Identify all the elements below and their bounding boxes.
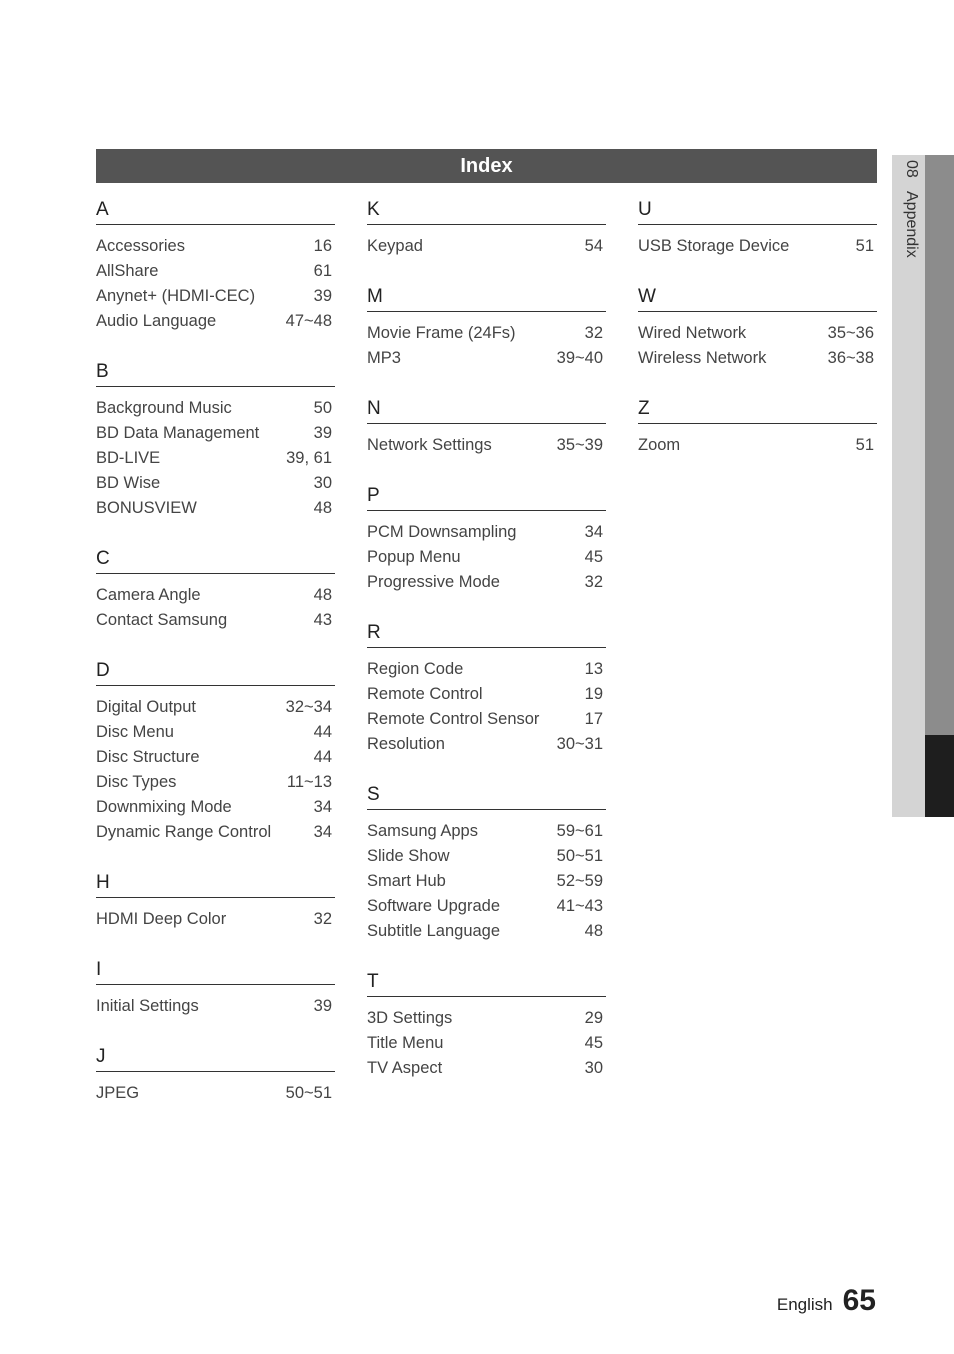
entry-term: Network Settings bbox=[367, 436, 492, 454]
entry-term: Remote Control bbox=[367, 685, 483, 703]
index-section bbox=[367, 285, 606, 371]
index-column-1 bbox=[96, 198, 335, 1132]
index-section bbox=[638, 198, 877, 259]
entry-term: BONUSVIEW bbox=[96, 499, 197, 517]
entry-term: Disc Structure bbox=[96, 748, 200, 766]
index-entry bbox=[96, 284, 335, 309]
entry-page: 50~51 bbox=[556, 847, 603, 865]
index-section bbox=[367, 783, 606, 944]
entry-term: AllShare bbox=[96, 262, 159, 280]
index-section bbox=[638, 285, 877, 371]
index-section bbox=[96, 360, 335, 521]
index-entry bbox=[96, 234, 335, 259]
entry-term: BD Wise bbox=[96, 474, 161, 492]
entry-page: 30 bbox=[584, 1059, 603, 1077]
entry-term: Remote Control Sensor bbox=[367, 710, 540, 728]
index-section bbox=[96, 871, 335, 932]
entry-page: 47~48 bbox=[285, 312, 332, 330]
section-letter: A bbox=[96, 198, 335, 225]
index-entry bbox=[96, 496, 335, 521]
index-section bbox=[96, 547, 335, 633]
index-entry bbox=[367, 682, 606, 707]
entry-page: 39 bbox=[313, 997, 332, 1015]
section-letter: D bbox=[96, 659, 335, 686]
index-entry bbox=[96, 745, 335, 770]
index-entry bbox=[367, 433, 606, 458]
entry-page: 51 bbox=[855, 436, 874, 454]
entry-page: 51 bbox=[855, 237, 874, 255]
entry-term: JPEG bbox=[96, 1084, 140, 1102]
index-entry bbox=[367, 707, 606, 732]
entry-term: 3D Settings bbox=[367, 1009, 453, 1027]
entry-page: 34 bbox=[313, 798, 332, 816]
index-entry bbox=[96, 820, 335, 845]
entry-term: Progressive Mode bbox=[367, 573, 500, 591]
side-tab-black-marker bbox=[925, 735, 954, 817]
section-letter: S bbox=[367, 783, 606, 810]
entry-term: Audio Language bbox=[96, 312, 217, 330]
entry-term: Wired Network bbox=[638, 324, 747, 342]
section-letter: P bbox=[367, 484, 606, 511]
entry-term: Region Code bbox=[367, 660, 464, 678]
entry-page: 50~51 bbox=[285, 1084, 332, 1102]
side-tab-grey-strip bbox=[925, 155, 954, 735]
index-section bbox=[367, 397, 606, 458]
entry-page: 45 bbox=[584, 548, 603, 566]
entry-term: Zoom bbox=[638, 436, 681, 454]
index-entry bbox=[367, 234, 606, 259]
entry-term: Keypad bbox=[367, 237, 423, 255]
entry-term: Initial Settings bbox=[96, 997, 199, 1015]
entry-page: 59~61 bbox=[556, 822, 603, 840]
entry-page: 30 bbox=[313, 474, 332, 492]
index-entry bbox=[367, 1006, 606, 1031]
index-section bbox=[96, 659, 335, 845]
index-entry bbox=[96, 421, 335, 446]
entry-page: 32 bbox=[584, 573, 603, 591]
entry-term: Smart Hub bbox=[367, 872, 446, 890]
entry-page: 48 bbox=[584, 922, 603, 940]
section-letter: I bbox=[96, 958, 335, 985]
section-letter: N bbox=[367, 397, 606, 424]
index-entry bbox=[96, 994, 335, 1019]
index-section bbox=[367, 198, 606, 259]
section-letter: R bbox=[367, 621, 606, 648]
entry-term: HDMI Deep Color bbox=[96, 910, 227, 928]
entry-page: 39~40 bbox=[556, 349, 603, 367]
index-section bbox=[96, 198, 335, 334]
entry-page: 39 bbox=[313, 424, 332, 442]
footer-language: English bbox=[776, 1295, 833, 1314]
index-entry bbox=[96, 471, 335, 496]
index-entry bbox=[96, 795, 335, 820]
entry-page: 17 bbox=[584, 710, 603, 728]
entry-page: 44 bbox=[313, 748, 332, 766]
entry-page: 34 bbox=[313, 823, 332, 841]
entry-page: 30~31 bbox=[556, 735, 603, 753]
entry-term: MP3 bbox=[367, 349, 401, 367]
entry-page: 32~34 bbox=[285, 698, 332, 716]
entry-term: Wireless Network bbox=[638, 349, 767, 367]
index-column-2 bbox=[367, 198, 606, 1107]
entry-page: 48 bbox=[313, 499, 332, 517]
page-footer bbox=[777, 1284, 876, 1318]
section-letter: T bbox=[367, 970, 606, 997]
index-entry bbox=[96, 720, 335, 745]
index-entry bbox=[367, 894, 606, 919]
section-letter: Z bbox=[638, 397, 877, 424]
entry-page: 61 bbox=[313, 262, 332, 280]
index-section bbox=[367, 621, 606, 757]
index-entry bbox=[96, 608, 335, 633]
index-entry bbox=[96, 770, 335, 795]
entry-page: 32 bbox=[313, 910, 332, 928]
index-title-bar bbox=[96, 149, 877, 183]
entry-term: Samsung Apps bbox=[367, 822, 478, 840]
entry-page: 16 bbox=[313, 237, 332, 255]
entry-page: 35~36 bbox=[827, 324, 874, 342]
index-entry bbox=[96, 695, 335, 720]
index-column-3 bbox=[638, 198, 877, 484]
side-tab-label bbox=[896, 160, 920, 360]
entry-page: 52~59 bbox=[556, 872, 603, 890]
entry-page: 44 bbox=[313, 723, 332, 741]
entry-term: Disc Menu bbox=[96, 723, 174, 741]
index-entry bbox=[96, 259, 335, 284]
entry-page: 48 bbox=[313, 586, 332, 604]
entry-term: Title Menu bbox=[367, 1034, 444, 1052]
entry-term: Digital Output bbox=[96, 698, 196, 716]
entry-page: 32 bbox=[584, 324, 603, 342]
entry-term: Contact Samsung bbox=[96, 611, 228, 629]
index-section bbox=[96, 958, 335, 1019]
index-entry bbox=[96, 583, 335, 608]
entry-term: Disc Types bbox=[96, 773, 177, 791]
page-title: Index bbox=[460, 155, 513, 177]
entry-page: 50 bbox=[313, 399, 332, 417]
index-entry bbox=[367, 657, 606, 682]
entry-term: BD Data Management bbox=[96, 424, 260, 442]
entry-term: Camera Angle bbox=[96, 586, 201, 604]
index-entry bbox=[367, 321, 606, 346]
index-entry bbox=[96, 907, 335, 932]
section-letter: U bbox=[638, 198, 877, 225]
index-entry bbox=[367, 732, 606, 757]
entry-term: USB Storage Device bbox=[638, 237, 790, 255]
section-letter: C bbox=[96, 547, 335, 574]
index-entry bbox=[367, 844, 606, 869]
entry-term: Software Upgrade bbox=[367, 897, 500, 915]
index-entry bbox=[638, 433, 877, 458]
index-entry bbox=[96, 446, 335, 471]
entry-term: Resolution bbox=[367, 735, 445, 753]
entry-term: Movie Frame (24Fs) bbox=[367, 324, 516, 342]
entry-term: Anynet+ (HDMI-CEC) bbox=[96, 287, 256, 305]
index-entry bbox=[367, 1031, 606, 1056]
section-letter: B bbox=[96, 360, 335, 387]
entry-term: Subtitle Language bbox=[367, 922, 501, 940]
entry-page: 43 bbox=[313, 611, 332, 629]
index-entry bbox=[638, 234, 877, 259]
section-letter: M bbox=[367, 285, 606, 312]
index-entry bbox=[367, 1056, 606, 1081]
entry-page: 11~13 bbox=[286, 773, 332, 791]
chapter-label: Appendix bbox=[903, 191, 920, 258]
index-entry bbox=[367, 869, 606, 894]
chapter-number: 08 bbox=[903, 160, 920, 178]
index-section bbox=[367, 970, 606, 1081]
index-entry bbox=[367, 570, 606, 595]
entry-page: 29 bbox=[584, 1009, 603, 1027]
index-entry bbox=[367, 819, 606, 844]
index-entry bbox=[638, 321, 877, 346]
entry-page: 19 bbox=[584, 685, 603, 703]
entry-page: 34 bbox=[584, 523, 603, 541]
index-section bbox=[367, 484, 606, 595]
entry-page: 41~43 bbox=[556, 897, 603, 915]
entry-page: 39 bbox=[313, 287, 332, 305]
index-entry bbox=[638, 346, 877, 371]
entry-term: PCM Downsampling bbox=[367, 523, 517, 541]
section-letter: K bbox=[367, 198, 606, 225]
index-entry bbox=[96, 1081, 335, 1106]
entry-page: 36~38 bbox=[827, 349, 874, 367]
entry-term: BD-LIVE bbox=[96, 449, 161, 467]
entry-page: 35~39 bbox=[556, 436, 603, 454]
entry-term: Background Music bbox=[96, 399, 232, 417]
index-entry bbox=[367, 346, 606, 371]
entry-term: Accessories bbox=[96, 237, 185, 255]
index-entry bbox=[96, 309, 335, 334]
index-section bbox=[638, 397, 877, 458]
index-entry bbox=[367, 545, 606, 570]
entry-page: 45 bbox=[584, 1034, 603, 1052]
index-entry bbox=[96, 396, 335, 421]
entry-page: 39, 61 bbox=[286, 449, 332, 467]
entry-term: Popup Menu bbox=[367, 548, 461, 566]
index-entry bbox=[367, 520, 606, 545]
index-section bbox=[96, 1045, 335, 1106]
entry-term: Downmixing Mode bbox=[96, 798, 232, 816]
page-number: 65 bbox=[842, 1284, 876, 1317]
entry-term: Dynamic Range Control bbox=[96, 823, 272, 841]
entry-page: 54 bbox=[584, 237, 603, 255]
entry-term: TV Aspect bbox=[367, 1059, 443, 1077]
entry-term: Slide Show bbox=[367, 847, 450, 865]
index-entry bbox=[367, 919, 606, 944]
section-letter: J bbox=[96, 1045, 335, 1072]
section-letter: W bbox=[638, 285, 877, 312]
entry-page: 13 bbox=[584, 660, 603, 678]
section-letter: H bbox=[96, 871, 335, 898]
